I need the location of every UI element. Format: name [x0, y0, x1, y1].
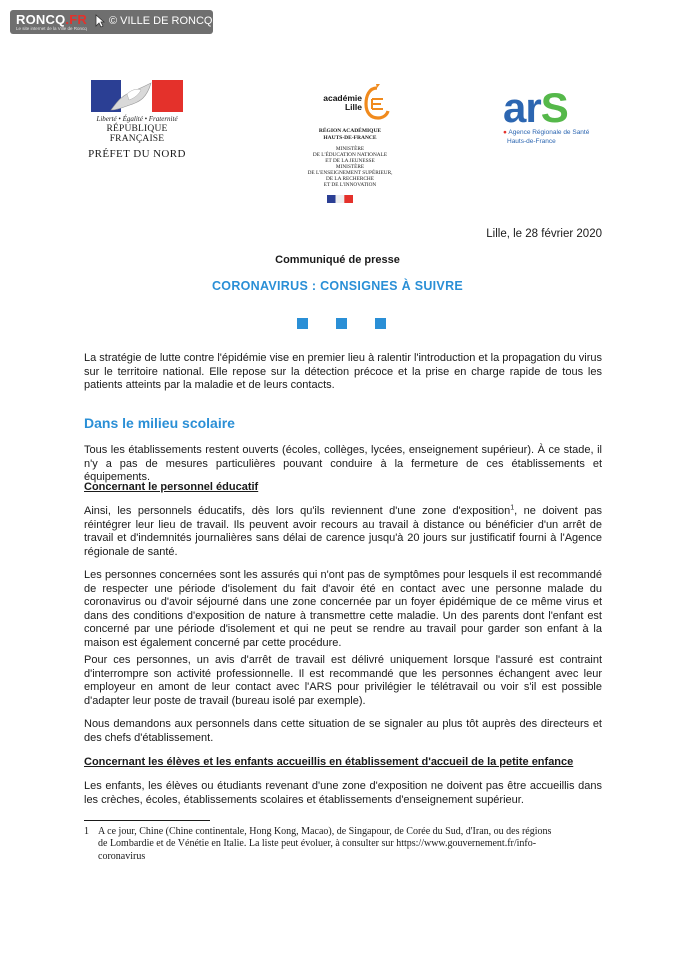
document-date: Lille, le 28 février 2020	[486, 228, 602, 240]
page-title: CORONAVIRUS : CONSIGNES À SUIVRE	[211, 279, 464, 293]
separator-square	[297, 318, 308, 329]
subheading-personnel: Concernant le personnel éducatif	[84, 481, 259, 493]
footnote-number: 1	[84, 826, 89, 837]
separator-square	[336, 318, 347, 329]
subheading-eleves: Concernant les élèves et les enfants accueillis en établissement d'accueil de la petite enfance	[84, 756, 574, 768]
paragraph-personnel-2: Les personnes concernées sont les assurés qui n'ont pas de symptômes pour lesquels il est recommandé de respecter une période d'isolement du fait d'avoir été en contact avec une personne malade du coronavirus ou d'avoir séjourné dans une zone concernée par un foyer épidémique de ce même virus et dans des conditions d'exposition de nature à transmettre cette maladie. Un des parents dont l'enfant est concerné par une période d'isolement et qui ne peut se rendre au travail pour garder son enfant à la maison est également concerné par cette procédure.	[84, 569, 602, 649]
intro-paragraph: La stratégie de lutte contre l'épidémie vise en premier lieu à ralentir l'introduction et la propagation du virus sur le territoire national. Elle repose sur la détection précoce et la prise en charge rapide de tous les patients atteints par la maladie et de leurs contacts.	[84, 352, 602, 392]
cursor-icon	[95, 14, 105, 28]
footnote-text: A ce jour, Chine (Chine continentale, Hong Kong, Macao), de Singapour, de Corée du Sud, d'Iran, ou des régions de Lombardie et de Vénétie en Italie. La liste peut évoluer, à consulter sur https://www.gouvernement.fr/info- coronavirus	[98, 826, 552, 862]
small-marianne-logo	[327, 195, 353, 203]
prefet-label: PRÉFET DU NORD	[88, 148, 186, 160]
site-watermark-badge	[10, 10, 213, 34]
rf-motto: Liberté • Égalité • Fraternité	[96, 115, 178, 123]
site-brand: RONCQ.FR	[16, 12, 87, 27]
ministries-list: MINISTÈRE DE L'ÉDUCATION NATIONALE ET DE LA JEUNESSE MINISTÈRE DE L'ENSEIGNEMENT SUPÉRIEUR, DE LA RECHERCHE ET DE L'INNOVATION	[307, 146, 393, 188]
paragraph-personnel-4: Nous demandons aux personnels dans cette situation de se signaler au plus tôt auprès des directeurs et des chefs d'établissement.	[84, 718, 602, 744]
communique-label: Communiqué de presse	[275, 254, 400, 266]
ars-logo: arS	[503, 84, 568, 131]
ars-region-name: Hauts-de-France	[507, 138, 556, 145]
academie-e-icon	[364, 84, 390, 120]
paragraph-personnel-3: Pour ces personnes, un avis d'arrêt de travail est délivré uniquement lorsque l'assuré est contraint d'interrompre son activité professionnelle. Il est recommandé que les personnes échangent avec leur employeur en amont de leur contact avec l'ARS pour privilégier le télétravail ou voir s'il est possible d'adapter leur poste de travail (bureau isolé par exemple).	[84, 654, 602, 707]
site-tagline: Le site internet de la Ville de Roncq	[16, 26, 87, 31]
republique-francaise-label: RÉPUBLIQUE FRANÇAISE	[106, 124, 168, 144]
separator-square	[375, 318, 386, 329]
paragraph-eleves: Les enfants, les élèves ou étudiants revenant d'une zone d'exposition ne doivent pas être accueillis dans les crèches, écoles, établissements scolaires et établissements d'enseignement supérieur.	[84, 780, 602, 806]
section-title: Dans le milieu scolaire	[84, 415, 235, 431]
academie-region: RÉGION ACADÉMIQUE HAUTS-DE-FRANCE	[318, 128, 382, 141]
academie-lille-logo	[318, 80, 390, 124]
copyright-owner: © VILLE DE RONCQ	[109, 15, 213, 27]
footnote-ref[interactable]: 1	[510, 504, 515, 512]
paragraph-personnel-1: Ainsi, les personnels éducatifs, dès lors qu'ils reviennent d'une zone d'exposition$^1$, ne doivent pas réintégrer leur lieu de travail. Ils peuvent avoir recours au travail à distance ou bénéficier d'un arrêt de travail et d'indemnités journalières sans délai de carence jusqu'à 20 jours sur justificatif fourni à l'Agence régionale de santé.	[84, 504, 602, 558]
academie-wordmark: académie Lille	[323, 93, 362, 112]
footnote-rule	[84, 820, 210, 821]
ars-agency-name: ● Agence Régionale de Santé	[503, 129, 590, 136]
section-paragraph: Tous les établissements restent ouverts (écoles, collèges, lycées, enseignement supérieur). À ce stade, il n'y a pas de mesures particulières pouvant conduire à la fermeture de ces établissements et équipements.	[84, 444, 602, 484]
marianne-logo	[91, 80, 183, 112]
